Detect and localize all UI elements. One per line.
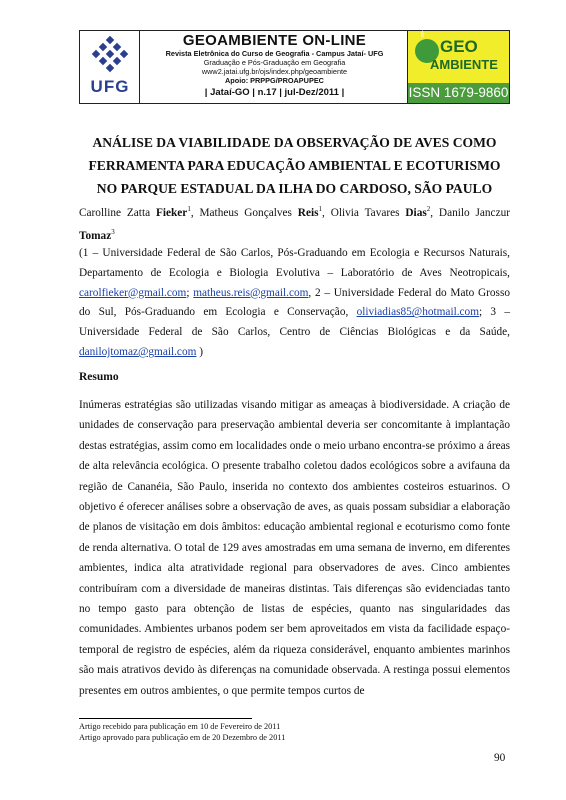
footnote-approved: Artigo aprovado para publicação em de 20 Dezembro de 2011 [79,733,286,742]
title-line: ANÁLISE DA VIABILIDADE DA OBSERVAÇÃO DE AVES COMO [92,135,497,150]
geo-logo-ambiente: AMBIENTE [430,57,498,72]
affiliation-text: ) [196,345,203,358]
author-given: Carolline Zatta [79,206,156,219]
footnote-received: Artigo recebido para publicação em 10 de Fevereiro de 2011 [79,722,281,731]
title-line: FERRAMENTA PARA EDUCAÇÃO AMBIENTAL E ECOTURISMO [88,158,501,173]
geo-logo-online: on-line [420,21,426,37]
ufg-logo [80,31,140,103]
journal-header [79,21,510,104]
journal-issue: | Jataí-GO | n.17 | jul-Dez/2011 | [204,87,345,98]
article-title [79,131,510,200]
affiliation-sep: ; [186,286,194,299]
geo-logo-geo: GEO [440,37,478,56]
journal-support: Apoio: PRPPG/PROAPUPEC [225,76,324,85]
geoambiente-logo [407,21,509,103]
journal-subtitle: Revista Eletrônica do Curso de Geografia - Campus Jataí- UFG [165,49,384,58]
title-line: NO PARQUE ESTADUAL DA ILHA DO CARDOSO, SÃO PAULO [96,181,493,196]
ufg-logo-text: UFG [90,77,130,96]
author-given: , Olivia Tavares [322,206,406,219]
footnote-divider [79,718,252,719]
email-link[interactable]: oliviadias85@hotmail.com [356,306,479,319]
affiliation-text: ; 3 – Universidade Federal de São Carlos, Centro de Ciências Biológicas e da Saúde, [79,306,510,339]
author-family: Tomaz [79,229,112,242]
journal-url: www2.jatai.ufg.br/ojs/index.php/geoambiente [201,67,348,76]
resumo-heading: Resumo [79,371,119,383]
affiliation-text: (1 – Universidade Federal de São Carlos, Pós-Graduando em Ecologia e Recursos Naturais, Departamento de Ecologia e Biologia Evolutiva – Laboratório de Aves Neotropicais, [79,247,510,279]
author-sup: 1 [318,205,323,213]
email-link[interactable]: carolfieker@gmail.com [79,286,187,299]
author-sup: 1 [187,205,191,213]
author-list [79,200,510,246]
page-number: 90 [494,752,506,764]
author-family: Reis [297,206,319,219]
author-sup: 2 [426,205,431,213]
author-given: , Danilo Janczur [430,206,511,219]
author-sup: 3 [111,227,115,236]
ufg-diamond-icon [90,36,130,76]
author-family: Fieker [155,206,188,219]
journal-info [140,31,409,103]
abstract-text: Inúmeras estratégias são utilizadas visando mitigar as ameaças à biodiversidade. A criação de unidades de conservação para preservação ambiental deveria ser concomitante à implantação destas estratégias, assim como em localidades onde o meio urbano encontra-se próximo a áreas de alta relevância ecológica. O presente trabalho coletou dados ecológicos sobre a avifauna da região de Cananéia, São Paulo, inserida no contexto dos ambientes costeiros estuarinos. O objetivo é oferecer análises sobre a observação de aves, as quais possam subsidiar a elaboração de planos de visitação em dois âmbitos: educação ambiental regional e ecoturismo como fonte de renda alternativa. O total de 129 aves amostradas em uma semana de inverno, em diferentes ambientes, indica alta atratividade regional para observadores de aves. Cinco ambientes contribuíram com a diversidade de maneiras distintas. Tais diferenças são evidenciadas tanto no tempo gasto para obtenção de listas de espécies, quanto nas singularidades das comunidades. Ambientes urbanos podem ser bem aproveitados em vista da facilidade espaço-temporal de registro de espécies, além da riqueza considerável, enquanto ambientes marinhos são mais atrativos devido às diferenças na comunidade observada. A restinga possui elementos presentes em outros ambientes, o que permite tempos curtos de [79,399,510,697]
email-link[interactable]: matheus.reis@gmail.com [193,286,309,299]
footnotes [79,721,285,743]
author-family: Dias [405,206,427,219]
journal-program: Graduação e Pós-Graduação em Geografia [203,58,346,67]
affiliation-text: , 2 – Universidade Federal do Mato Grosso do Sul, Pós-Graduando em Ecologia e Conservação, [79,286,510,319]
author-given: , Matheus Gonçalves [190,206,298,219]
affiliations [79,244,510,363]
geo-logo-issn: ISSN 1679-9860 [408,83,509,103]
journal-title: GEOAMBIENTE ON-LINE [182,32,367,49]
email-link[interactable]: danilojtomaz@gmail.com [79,345,197,358]
